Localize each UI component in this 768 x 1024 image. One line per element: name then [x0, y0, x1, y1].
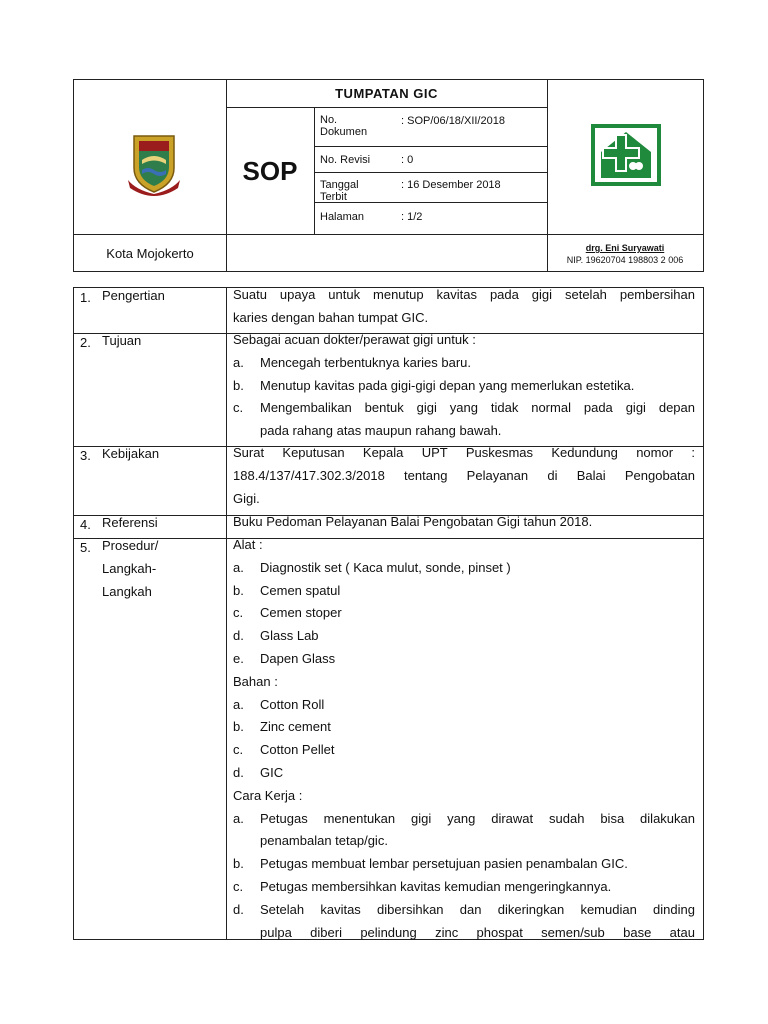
list-marker: c.: [233, 742, 244, 758]
body-text: Petugas menentukan gigi yang dirawat sudah bisa dilakukan: [260, 810, 695, 826]
section-label-line: Prosedur/: [102, 538, 159, 553]
body-line: [233, 853, 695, 876]
body-text: Glass Lab: [260, 628, 319, 644]
list-marker: d.: [233, 764, 244, 780]
puskesmas-logo: [591, 122, 661, 193]
page-value: : 1/2: [401, 211, 423, 223]
body-text: Alat :: [233, 537, 263, 552]
body-text: penambalan tetap/gic.: [260, 833, 388, 849]
field-label: No. Dokumen: [320, 114, 368, 138]
list-marker: b.: [233, 719, 244, 735]
document-title: TUMPATAN GIC: [335, 86, 438, 101]
body-line: [233, 625, 695, 648]
body-text: Mencegah terbentuknya karies baru.: [260, 354, 472, 370]
list-marker: b.: [233, 856, 244, 872]
list-marker: c.: [233, 878, 244, 894]
section-label-line: Pengertian: [102, 288, 165, 303]
body-text: karies dengan bahan tumpat GIC.: [233, 309, 429, 325]
field-label: Tanggal Terbit: [320, 179, 359, 203]
body-line: [233, 284, 695, 307]
body-text: Sebagai acuan dokter/perawat gigi untuk :: [233, 332, 476, 347]
body-line: [233, 397, 695, 420]
body-line: [233, 442, 695, 465]
section-number: 5.: [80, 540, 91, 555]
body-text: Diagnostik set ( Kaca mulut, sonde, pinset ): [260, 559, 511, 575]
body-line: [233, 876, 695, 899]
section-number: 1.: [80, 290, 91, 305]
body-text: Cotton Roll: [260, 696, 325, 712]
divider: [314, 146, 547, 147]
body-line: [233, 511, 695, 534]
body-text: Cotton Pellet: [260, 742, 335, 758]
document-number-value: : SOP/06/18/XII/2018: [401, 115, 505, 127]
body-line: [233, 899, 695, 922]
body-text: Cara Kerja :: [233, 787, 303, 803]
body-line: [233, 739, 695, 762]
list-marker: b.: [233, 377, 244, 393]
body-text: Dapen Glass: [260, 650, 336, 666]
list-marker: d.: [233, 628, 244, 644]
body-line: [233, 648, 695, 671]
section-body: [233, 511, 695, 534]
section-label: [102, 285, 165, 308]
body-line: [233, 762, 695, 785]
section-label-line: Tujuan: [102, 333, 142, 348]
body-line: [233, 307, 695, 330]
body-text: Zinc cement: [260, 719, 331, 735]
list-marker: a.: [233, 696, 244, 712]
city-name: Kota Mojokerto: [106, 245, 194, 261]
body-line: [233, 922, 695, 945]
list-marker: c.: [233, 400, 244, 416]
section-label: [102, 330, 141, 353]
section-label: [102, 512, 158, 535]
body-line: [233, 352, 695, 375]
body-line: [233, 329, 695, 352]
body-text: pulpa diberi pelindung zinc phospat semen/sub base atau: [260, 924, 695, 940]
body-line: [233, 420, 695, 443]
body-line: [233, 465, 695, 488]
section-body: [233, 534, 695, 944]
list-marker: e.: [233, 650, 244, 666]
section-body: [233, 442, 695, 510]
body-line: [233, 671, 695, 694]
body-text: pada rahang atas maupun rahang bawah.: [260, 423, 502, 439]
section-label: [102, 443, 159, 466]
divider: [314, 107, 315, 235]
body-line: [233, 830, 695, 853]
body-line: [233, 716, 695, 739]
procedure-table: [73, 287, 704, 940]
body-line: [233, 557, 695, 580]
section-body: [233, 329, 695, 443]
section-number: 3.: [80, 448, 91, 463]
section-body: [233, 284, 695, 330]
list-marker: d.: [233, 901, 244, 917]
body-line: [233, 580, 695, 603]
section-label-line: Kebijakan: [102, 446, 160, 461]
signer-nip: NIP. 19620704 198803 2 006: [566, 255, 684, 265]
body-line: [233, 534, 695, 557]
body-text: Mengembalikan bentuk gigi yang tidak normal pada gigi depan: [260, 400, 695, 416]
body-text: Buku Pedoman Pelayanan Balai Pengobatan Gigi tahun 2018.: [233, 514, 593, 529]
section-number: 4.: [80, 517, 91, 532]
body-line: [233, 785, 695, 808]
list-marker: a.: [233, 810, 244, 826]
section-label-line: Referensi: [102, 515, 158, 530]
city-emblem-logo: [126, 130, 182, 201]
field-label: No. Revisi: [320, 154, 371, 166]
body-text: Petugas membuat lembar persetujuan pasien penambalan GIC.: [260, 856, 628, 872]
body-text: Bahan :: [233, 673, 278, 689]
body-line: [233, 602, 695, 625]
body-text: 188.4/137/417.302.3/2018 tentang Pelayanan di Balai Pengobatan: [233, 467, 695, 483]
section-number: 2.: [80, 335, 91, 350]
body-line: [233, 488, 695, 511]
revision-value: : 0: [401, 154, 414, 166]
signer-name: drg. Eni Suryawati: [585, 243, 665, 253]
issue-date-value: : 16 Desember 2018: [401, 179, 501, 191]
body-line: [233, 694, 695, 717]
body-text: GIC: [260, 764, 284, 780]
list-marker: b.: [233, 582, 244, 598]
sop-header-table: [73, 79, 704, 272]
section-label-line: Langkah-: [102, 560, 157, 576]
body-line: [233, 808, 695, 831]
body-text: Petugas membersihkan kavitas kemudian mengeringkannya.: [260, 878, 612, 894]
body-text: Setelah kavitas dibersihkan dan dikeringkan kemudian dinding: [260, 901, 695, 917]
sop-label: SOP: [242, 155, 298, 186]
body-text: Menutup kavitas pada gigi-gigi depan yang memerlukan estetika.: [260, 377, 635, 393]
body-text: Suatu upaya untuk menutup kavitas pada gigi setelah pembersihan: [233, 287, 695, 302]
divider: [226, 288, 227, 939]
section-label: [102, 535, 158, 603]
body-text: Cemen stoper: [260, 605, 342, 621]
field-label: Halaman: [320, 211, 365, 223]
section-label-line: Langkah: [102, 583, 152, 599]
list-marker: a.: [233, 354, 244, 370]
list-marker: c.: [233, 605, 244, 621]
divider: [314, 172, 547, 173]
list-marker: a.: [233, 559, 244, 575]
body-text: Cemen spatul: [260, 582, 341, 598]
body-text: Gigi.: [233, 490, 260, 506]
body-text: Surat Keputusan Kepala UPT Puskesmas Kedundung nomor :: [233, 445, 695, 460]
body-line: [233, 375, 695, 398]
